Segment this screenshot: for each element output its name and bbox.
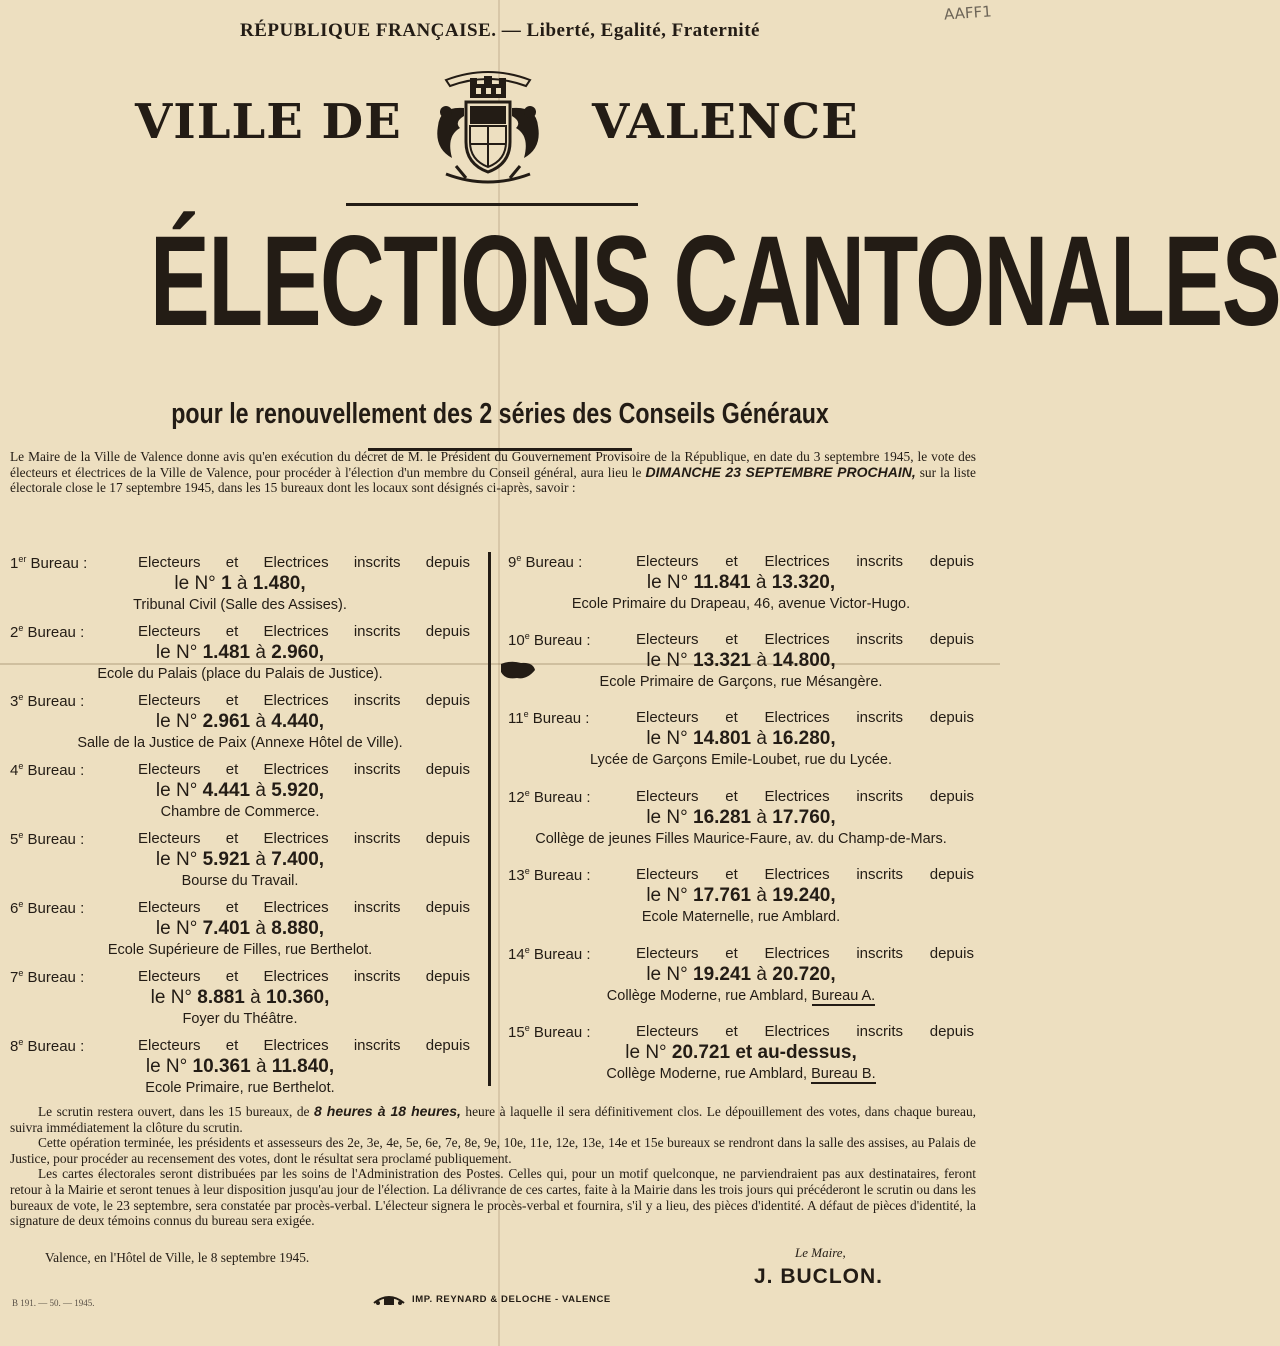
place-date: Valence, en l'Hôtel de Ville, le 8 septembre 1945. bbox=[45, 1250, 310, 1265]
bureau-voters-label: Electeurs et Electrices inscrits depuis bbox=[138, 761, 470, 778]
bureau-number: 10e Bureau : bbox=[508, 631, 591, 649]
bureau-8 bbox=[10, 1037, 470, 1096]
bureau-number: 6e Bureau : bbox=[10, 899, 85, 917]
range-from: 1 bbox=[221, 573, 232, 594]
bureau-5 bbox=[10, 830, 470, 889]
bureau-location: Foyer du Théâtre. bbox=[182, 1011, 298, 1027]
intro-text-2: sur la liste électorale close le 17 septembre 1945, dans les 15 bureaux dont les locaux sont désignés ci-après, savoir : bbox=[10, 464, 976, 496]
bureau-12 bbox=[508, 788, 974, 847]
range-to: 7.400, bbox=[271, 849, 325, 870]
closing-paragraph-recount: Cette opération terminée, les présidents et assesseurs des 2e, 3e, 4e, 5e, 6e, 7e, 8e, 9e, 10e, 11e, 12e, 13e, 14e et 15e bureaux se rendront dans la salle des assises, au Palais de Justice, pour procéder au recensement des votes, dont le résultat sera proclamé publiquement. bbox=[10, 1135, 976, 1166]
bureau-number: 9e Bureau : bbox=[508, 553, 583, 571]
bureau-number: 14e Bureau : bbox=[508, 945, 591, 963]
bureau-range: le N° 7.401 à 8.880, bbox=[155, 918, 325, 939]
bureau-range: le N° 4.441 à 5.920, bbox=[155, 780, 325, 801]
bureau-15 bbox=[508, 1023, 974, 1082]
bureau-range: le N° 8.881 à 10.360, bbox=[150, 987, 330, 1008]
republic-header bbox=[0, 20, 1000, 42]
bureau-range: le N° 11.841 à 13.320, bbox=[646, 572, 836, 593]
bureau-voters-label: Electeurs et Electrices inscrits depuis bbox=[636, 866, 974, 883]
closing-hours-rest: heure à laquelle il sera définitivement clos. Le dépouillement des votes, dans chaque bureau, suivra immédiatement la clôture du scrutin. bbox=[10, 1104, 976, 1135]
bureau-4 bbox=[10, 761, 470, 820]
bureau-range: le N° 1 à 1.480, bbox=[174, 573, 306, 594]
bureau-voters-label: Electeurs et Electrices inscrits depuis bbox=[636, 1023, 974, 1040]
bureau-number: 2e Bureau : bbox=[10, 623, 85, 641]
printer-ornament-icon bbox=[372, 1291, 406, 1307]
bureau-range: le N° 2.961 à 4.440, bbox=[155, 711, 325, 732]
bureau-range: le N° 10.361 à 11.840, bbox=[145, 1056, 335, 1077]
bureau-14 bbox=[508, 945, 974, 1004]
range-to: 19.240, bbox=[772, 885, 836, 906]
bureau-location: Collège Moderne, rue Amblard, Bureau B. bbox=[606, 1066, 876, 1082]
bureau-voters-label: Electeurs et Electrices inscrits depuis bbox=[138, 830, 470, 847]
bureau-voters-label: Electeurs et Electrices inscrits depuis bbox=[636, 945, 974, 962]
range-to: 10.360, bbox=[265, 987, 330, 1008]
bureau-location: Tribunal Civil (Salle des Assises). bbox=[133, 597, 347, 613]
printer-name: IMP. REYNARD & DELOCHE - VALENCE bbox=[412, 1293, 611, 1305]
range-from: 16.281 bbox=[693, 807, 752, 828]
bureau-location: Ecole du Palais (place du Palais de Justice). bbox=[97, 666, 383, 682]
voting-hours: 8 heures à 18 heures, bbox=[313, 1103, 461, 1119]
bureau-voters-label: Electeurs et Electrices inscrits depuis bbox=[636, 553, 974, 570]
bureau-13 bbox=[508, 866, 974, 925]
range-to: 14.800, bbox=[772, 650, 836, 671]
bureau-voters-label: Electeurs et Electrices inscrits depuis bbox=[138, 1037, 470, 1054]
range-from: 7.401 bbox=[202, 918, 251, 939]
bureau-location: Ecole Primaire, rue Berthelot. bbox=[145, 1080, 335, 1096]
page-subtitle: pour le renouvellement des 2 séries des Conseils Généraux bbox=[171, 398, 829, 430]
bureau-6 bbox=[10, 899, 470, 958]
printer-credit bbox=[372, 1291, 611, 1307]
range-from: 2.961 bbox=[202, 711, 251, 732]
republic-label: RÉPUBLIQUE FRANÇAISE. bbox=[240, 20, 497, 41]
range-to: 13.320, bbox=[771, 572, 836, 593]
bureau-header-row bbox=[508, 945, 974, 964]
range-to: 1.480, bbox=[252, 573, 306, 594]
bureau-header-row bbox=[508, 788, 974, 807]
bureau-range: le N° 20.721 et au-dessus, bbox=[625, 1042, 857, 1063]
range-from: 1.481 bbox=[202, 642, 251, 663]
bureau-range: le N° 13.321 à 14.800, bbox=[646, 650, 836, 671]
bureau-header-row bbox=[508, 631, 974, 650]
bureau-range: le N° 19.241 à 20.720, bbox=[646, 964, 836, 985]
range-to: 16.280, bbox=[772, 728, 836, 749]
mayor-name: J. BUCLON. bbox=[754, 1265, 884, 1288]
bureau-location: Salle de la Justice de Paix (Annexe Hôtel de Ville). bbox=[77, 735, 403, 751]
bureau-header-row bbox=[508, 866, 974, 885]
bureau-voters-label: Electeurs et Electrices inscrits depuis bbox=[138, 623, 470, 640]
bureau-header-row bbox=[10, 968, 470, 987]
range-to: 8.880, bbox=[271, 918, 325, 939]
intro-paragraph bbox=[10, 449, 976, 496]
bureau-range: le N° 16.281 à 17.760, bbox=[646, 807, 836, 828]
bureau-number: 3e Bureau : bbox=[10, 692, 85, 710]
bureau-number: 1er Bureau : bbox=[10, 554, 88, 572]
bureau-voters-label: Electeurs et Electrices inscrits depuis bbox=[138, 554, 470, 571]
bureau-header-row bbox=[508, 1023, 974, 1042]
closing-text bbox=[10, 1104, 976, 1229]
header-divider bbox=[346, 203, 638, 206]
bureau-number: 8e Bureau : bbox=[10, 1037, 85, 1055]
bureau-number: 7e Bureau : bbox=[10, 968, 85, 986]
bureau-10 bbox=[508, 631, 974, 690]
town-word-right: VALENCE bbox=[592, 94, 859, 150]
range-to: 17.760, bbox=[772, 807, 836, 828]
bureau-header-row bbox=[10, 554, 470, 573]
republic-motto: — Liberté, Egalité, Fraternité bbox=[501, 20, 760, 41]
bureau-range: le N° 14.801 à 16.280, bbox=[646, 728, 836, 749]
bureau-header-row bbox=[10, 761, 470, 780]
bureau-location: Collège Moderne, rue Amblard, Bureau A. bbox=[606, 988, 876, 1004]
bureau-3 bbox=[10, 692, 470, 751]
bureau-location: Lycée de Garçons Emile-Loubet, rue du Lycée. bbox=[590, 752, 892, 768]
range-from: 5.921 bbox=[202, 849, 251, 870]
bureau-voters-label: Electeurs et Electrices inscrits depuis bbox=[636, 788, 974, 805]
bureau-number: 15e Bureau : bbox=[508, 1023, 591, 1041]
closing-paragraph-hours bbox=[10, 1104, 976, 1135]
bureau-range: le N° 17.761 à 19.240, bbox=[646, 885, 836, 906]
bureau-header-row bbox=[508, 553, 974, 572]
bureau-2 bbox=[10, 623, 470, 682]
bureau-location: Collège de jeunes Filles Maurice-Faure, av. du Champ-de-Mars. bbox=[535, 831, 947, 847]
range-from: 13.321 bbox=[693, 650, 752, 671]
bureau-number: 11e Bureau : bbox=[508, 709, 590, 727]
bureau-1 bbox=[10, 554, 470, 613]
bureau-number: 12e Bureau : bbox=[508, 788, 591, 806]
range-from: 11.841 bbox=[693, 572, 751, 593]
range-from: 17.761 bbox=[693, 885, 752, 906]
bureau-header-row bbox=[10, 623, 470, 642]
bureau-header-row bbox=[10, 899, 470, 918]
mayor-title: Le Maire, bbox=[795, 1245, 846, 1260]
print-code: B 191. — 50. — 1945. bbox=[12, 1298, 95, 1308]
election-date: DIMANCHE 23 SEPTEMBRE PROCHAIN, bbox=[645, 463, 916, 480]
range-to: 5.920, bbox=[271, 780, 325, 801]
range-from: 14.801 bbox=[693, 728, 752, 749]
bureau-number: 4e Bureau : bbox=[10, 761, 85, 779]
archive-annotation: AAFF1 bbox=[943, 2, 993, 24]
bureau-location: Chambre de Commerce. bbox=[160, 804, 320, 820]
valence-coat-of-arms-icon bbox=[426, 66, 550, 192]
bureau-location: Ecole Primaire de Garçons, rue Mésangère. bbox=[599, 674, 883, 690]
bureau-emphasis: Bureau A. bbox=[811, 988, 876, 1004]
town-word-left: VILLE DE bbox=[135, 94, 402, 150]
bureau-voters-label: Electeurs et Electrices inscrits depuis bbox=[138, 968, 470, 985]
bureau-9 bbox=[508, 553, 974, 612]
range-to: 4.440, bbox=[271, 711, 325, 732]
range-from: 19.241 bbox=[693, 964, 752, 985]
range-to: 11.840, bbox=[271, 1056, 335, 1077]
intro-text-1: Le Maire de la Ville de Valence donne avis qu'en exécution du décret de M. le Président du Gouvernement Provisoire de la République, en date du 3 septembre 1945, le vote des électeurs et électrices de la Ville de Valence, pour procéder à l'élection d'un membre du Conseil général, aura lieu le bbox=[10, 449, 976, 480]
closing-paragraph-cards: Les cartes électorales seront distribuées par les soins de l'Administration des Postes. Celles qui, pour un motif quelconque, ne parviendraient pas aux destinataires, feront retour à la Mairie et seront tenues à leur disposition jusqu'au jour de l'élection. La délivrance de ces cartes, faite à la Mairie dans les trois jours qui précéderont le scrutin ou dans les bureaux de vote, le 23 septembre, sera constatée par procès-verbal. L'électeur signera le procès-verbal et fournira, s'il y a lieu, des pièces d'identité. A défaut de pièces d'identité, la signature de deux témoins connus du bureau sera exigée. bbox=[10, 1166, 976, 1229]
column-divider bbox=[488, 552, 491, 1086]
bureau-location: Ecole Supérieure de Filles, rue Berthelot. bbox=[107, 942, 373, 958]
bureau-voters-label: Electeurs et Electrices inscrits depuis bbox=[138, 899, 470, 916]
range-to: et au-dessus, bbox=[735, 1042, 857, 1063]
bureau-number: 5e Bureau : bbox=[10, 830, 85, 848]
bureau-header-row bbox=[508, 709, 974, 728]
bureau-header-row bbox=[10, 692, 470, 711]
bureau-range: le N° 5.921 à 7.400, bbox=[155, 849, 325, 870]
bureau-voters-label: Electeurs et Electrices inscrits depuis bbox=[138, 692, 470, 709]
bureau-header-row bbox=[10, 830, 470, 849]
bureau-voters-label: Electeurs et Electrices inscrits depuis bbox=[636, 709, 974, 726]
range-to: 2.960, bbox=[271, 642, 325, 663]
range-from: 4.441 bbox=[202, 780, 251, 801]
bureau-voters-label: Electeurs et Electrices inscrits depuis bbox=[636, 631, 974, 648]
bureau-11 bbox=[508, 709, 974, 768]
page-title: ÉLECTIONS CANTONALES bbox=[150, 210, 1280, 353]
bureau-header-row bbox=[10, 1037, 470, 1056]
closing-hours-intro: Le scrutin restera ouvert, dans les 15 bureaux, de bbox=[38, 1104, 310, 1119]
bureau-range: le N° 1.481 à 2.960, bbox=[155, 642, 325, 663]
bureau-number: 13e Bureau : bbox=[508, 866, 591, 884]
bureau-emphasis: Bureau B. bbox=[811, 1066, 876, 1082]
range-to: 20.720, bbox=[772, 964, 836, 985]
range-from: 8.881 bbox=[197, 987, 245, 1008]
bureau-location: Bourse du Travail. bbox=[181, 873, 299, 889]
bureau-location: Ecole Maternelle, rue Amblard. bbox=[641, 909, 841, 925]
range-from: 20.721 bbox=[671, 1042, 731, 1063]
bureau-location: Ecole Primaire du Drapeau, 46, avenue Victor-Hugo. bbox=[571, 596, 911, 612]
range-from: 10.361 bbox=[192, 1056, 251, 1077]
bureau-7 bbox=[10, 968, 470, 1027]
